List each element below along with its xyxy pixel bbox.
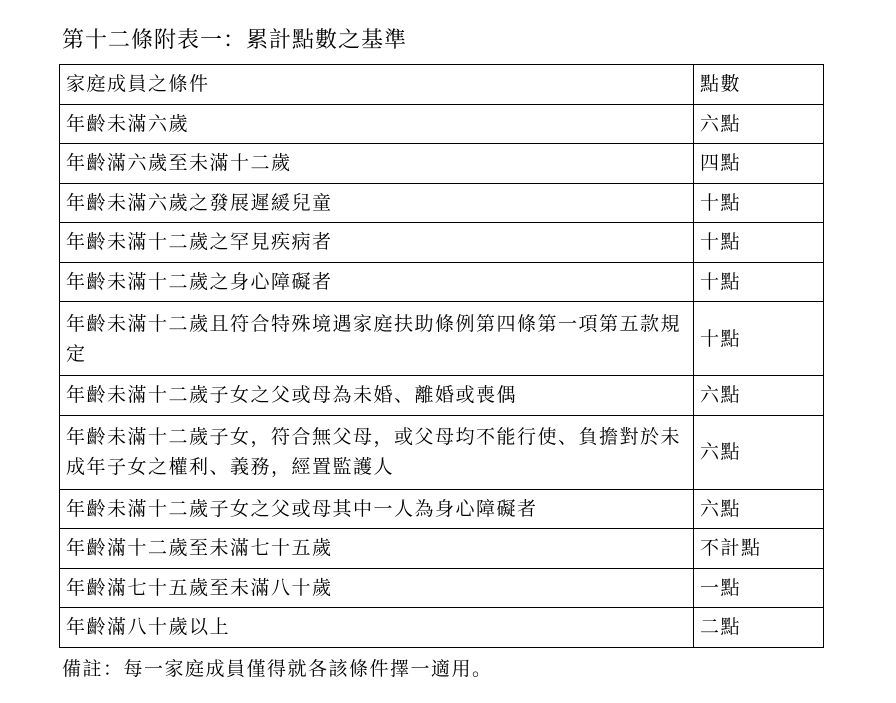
table-row [60, 223, 824, 263]
table-row [60, 104, 824, 144]
condition-cell: 年齡未滿六歲 [60, 104, 694, 144]
condition-cell: 年齡滿六歲至未滿十二歲 [60, 144, 694, 184]
points-cell: 六點 [694, 376, 824, 416]
condition-cell: 年齡滿八十歲以上 [60, 608, 694, 648]
table-row [60, 608, 824, 648]
table-row [60, 376, 824, 416]
table-row [60, 144, 824, 184]
points-cell: 六點 [694, 104, 824, 144]
header-condition: 家庭成員之條件 [60, 65, 694, 105]
points-cell: 一點 [694, 568, 824, 608]
condition-cell: 年齡未滿十二歲子女，符合無父母，或父母均不能行使、負擔對於未成年子女之權利、義務，經置監護人 [60, 415, 694, 489]
condition-cell: 年齡未滿十二歲子女之父或母為未婚、離婚或喪偶 [60, 376, 694, 416]
table-row [60, 262, 824, 302]
table-header-row [60, 65, 824, 105]
table-row [60, 302, 824, 376]
condition-cell: 年齡未滿十二歲且符合特殊境遇家庭扶助條例第四條第一項第五款規定 [60, 302, 694, 376]
table-row [60, 568, 824, 608]
points-cell: 六點 [694, 415, 824, 489]
points-cell: 不計點 [694, 529, 824, 569]
points-cell: 十點 [694, 183, 824, 223]
table-row [60, 183, 824, 223]
page-title: 第十二條附表一：累計點數之基準 [62, 28, 408, 53]
points-cell: 二點 [694, 608, 824, 648]
condition-cell: 年齡未滿十二歲之罕見疾病者 [60, 223, 694, 263]
condition-cell: 年齡滿七十五歲至未滿八十歲 [60, 568, 694, 608]
table-row [60, 529, 824, 569]
condition-cell: 年齡未滿十二歲子女之父或母其中一人為身心障礙者 [60, 489, 694, 529]
points-cell: 六點 [694, 489, 824, 529]
header-points: 點數 [694, 65, 824, 105]
points-cell: 十點 [694, 262, 824, 302]
condition-cell: 年齡滿十二歲至未滿七十五歲 [60, 529, 694, 569]
points-table [59, 64, 824, 648]
points-cell: 四點 [694, 144, 824, 184]
condition-cell: 年齡未滿六歲之發展遲緩兒童 [60, 183, 694, 223]
table-row [60, 489, 824, 529]
points-cell: 十點 [694, 302, 824, 376]
condition-cell: 年齡未滿十二歲之身心障礙者 [60, 262, 694, 302]
points-cell: 十點 [694, 223, 824, 263]
footnote: 備註：每一家庭成員僅得就各該條件擇一適用。 [62, 658, 493, 680]
table-row [60, 415, 824, 489]
